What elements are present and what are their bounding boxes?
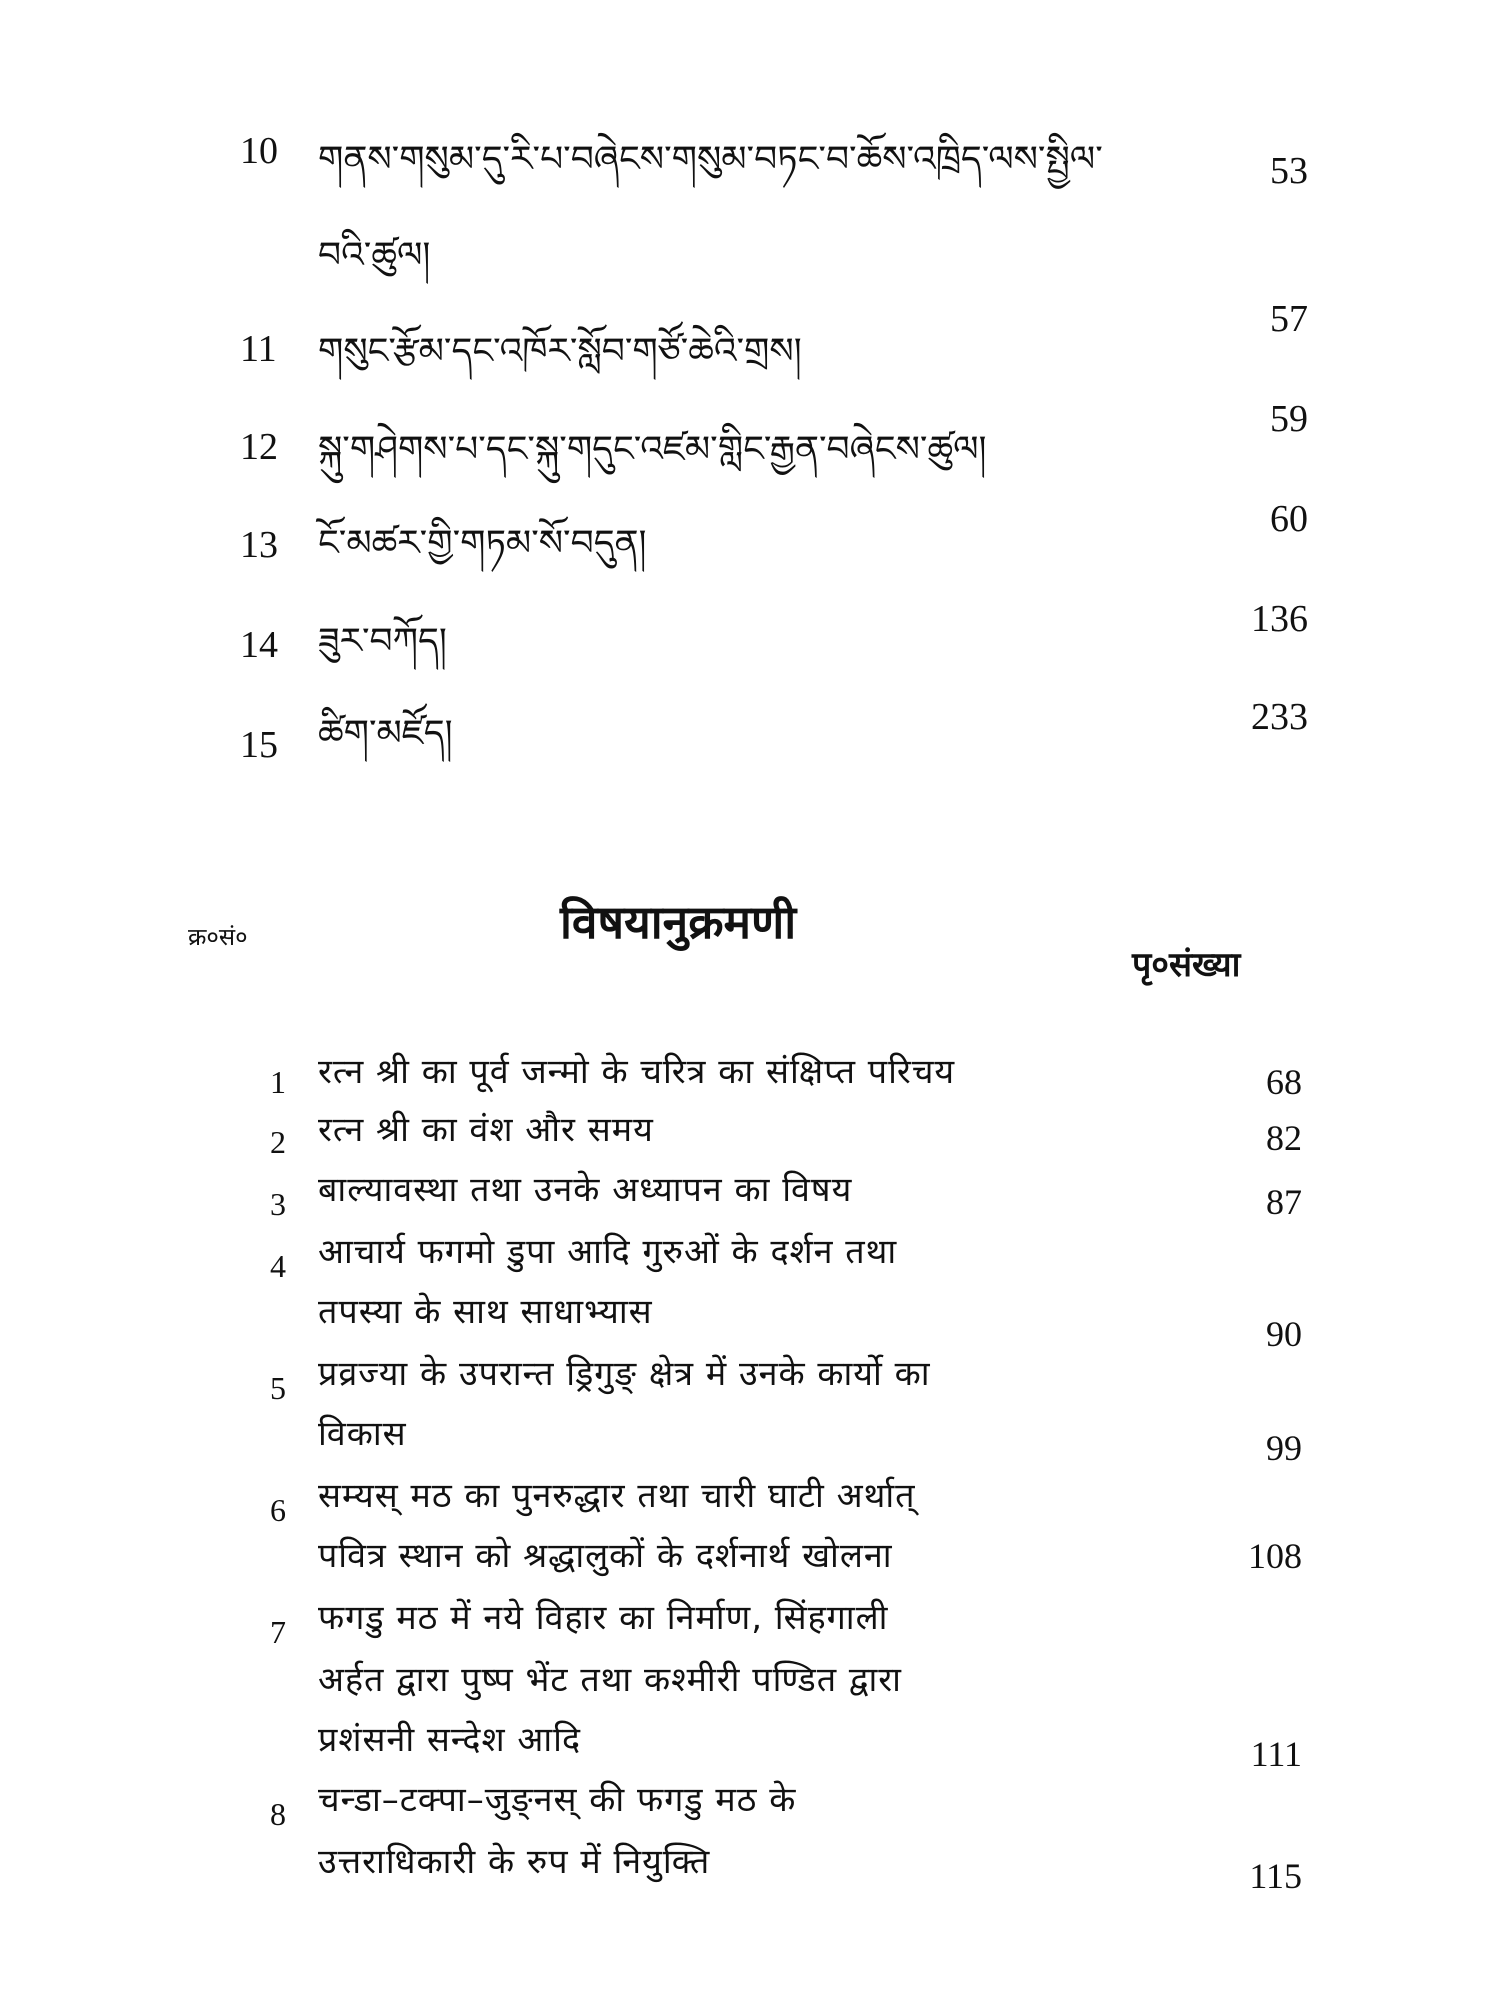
toc-page-number: 233 [1251,696,1308,738]
toc-title-line: ཟུར་བཀོད། [318,621,447,662]
toc-title-line: ཚིག་མཛོད། [318,713,453,754]
toc-title-line: विकास [318,1414,407,1454]
toc-title-line: बाल्यावस्था तथा उनके अध्यापन का विषय [318,1170,853,1210]
toc-number: 14 [240,624,278,666]
toc-number: 7 [270,1614,286,1650]
toc-page-number: 108 [1248,1536,1302,1576]
toc-number: 4 [270,1248,286,1284]
toc-title-line: གནས་གསུམ་དུ་རི་པ་བཞེངས་གསུམ་བཏང་བ་ཆོས་འཁྲིད་ལས་སྤྱིལ་ [318,139,1103,180]
toc-page-number: 59 [1270,398,1308,440]
toc-page-number: 82 [1266,1118,1302,1158]
toc-title-line: བའི་ཚུལ། [318,235,431,276]
toc-page-number: 136 [1251,598,1308,640]
toc-number: 11 [240,328,277,370]
toc-title-line: उत्तराधिकारी के रुप में नियुक्ति [318,1842,711,1882]
toc-page-number: 115 [1249,1856,1302,1896]
toc-title-line: अर्हत द्वारा पुष्प भेंट तथा कश्मीरी पण्डित द्वारा [318,1660,902,1700]
toc-number: 6 [270,1492,286,1528]
toc-number: 15 [240,724,278,766]
toc-number: 5 [270,1370,286,1406]
toc-title-line: तपस्या के साथ साधाभ्यास [318,1292,653,1332]
page-number-heading: पृ०संख्या [1132,945,1241,985]
toc-number: 13 [240,524,278,566]
toc-page-number: 87 [1266,1182,1302,1222]
toc-title-line: ངོ་མཚར་གྱི་གཏམ་སོ་བདུན། [318,523,647,564]
toc-page-number: 53 [1270,150,1308,192]
toc-title-line: प्रशंसनी सन्देश आदि [318,1720,582,1760]
contents-title: विषयानुक्रमणी [560,895,797,949]
toc-title-line: प्रव्रज्या के उपरान्त ड्रिगुङ् क्षेत्र में उनके कार्यो का [318,1354,931,1394]
toc-title-line: གསུང་རྩོམ་དང་འཁོར་སློབ་གཙོ་ཆེའི་གྲས། [318,331,802,372]
toc-title-line: སྐུ་གཤེགས་པ་དང་སྐུ་གདུང་འཛམ་གླིང་རྒྱན་བཞེངས་ཚུལ། [318,429,987,470]
toc-page-number: 111 [1250,1734,1302,1774]
toc-number: 8 [270,1796,286,1832]
toc-page-number: 90 [1266,1314,1302,1354]
toc-number: 2 [270,1124,286,1160]
toc-title-line: चन्डा–टक्पा–जुङ्नस् की फगडु मठ के [318,1780,797,1820]
toc-page-number: 68 [1266,1062,1302,1102]
toc-number: 3 [270,1186,286,1222]
toc-page-number: 99 [1266,1428,1302,1468]
toc-number: 1 [270,1064,286,1100]
toc-page-number: 57 [1270,298,1308,340]
toc-title-line: सम्यस् मठ का पुनरुद्धार तथा चारी घाटी अर्थात् [318,1476,916,1516]
toc-title-line: फगडु मठ में नये विहार का निर्माण, सिंहगाली [318,1598,889,1638]
toc-number: 12 [240,426,278,468]
toc-page-number: 60 [1270,498,1308,540]
toc-title-line: आचार्य फगमो डुपा आदि गुरुओं के दर्शन तथा [318,1232,898,1272]
toc-title-line: पवित्र स्थान को श्रद्धालुकों के दर्शनार्थ खोलना [318,1536,893,1576]
toc-title-line: रत्न श्री का पूर्व जन्मो के चरित्र का संक्षिप्त परिचय [318,1052,956,1092]
toc-number: 10 [240,130,278,172]
toc-title-line: रत्न श्री का वंश और समय [318,1110,654,1150]
serial-number-heading: क्र०सं० [188,923,248,951]
